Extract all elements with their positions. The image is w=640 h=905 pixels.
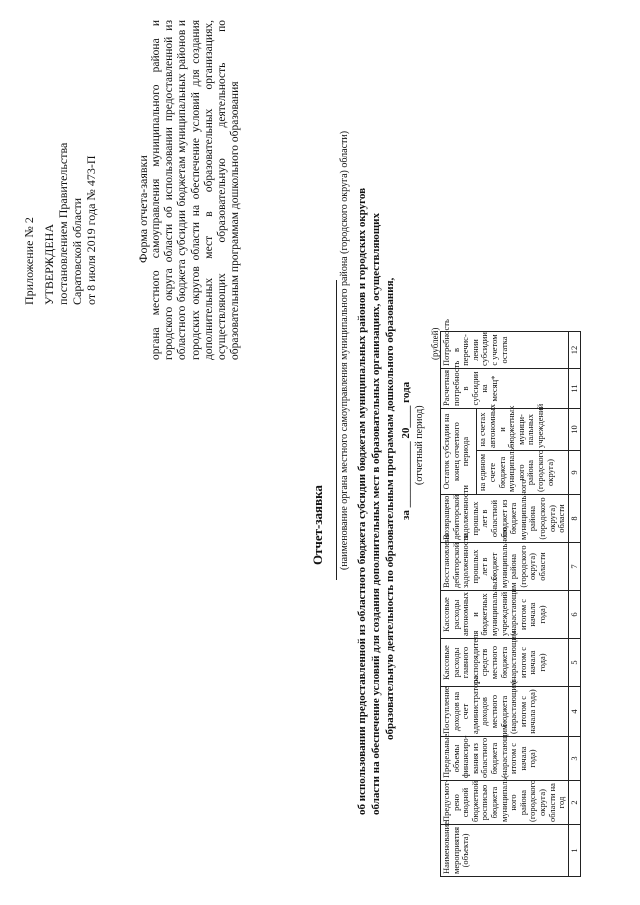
column-number: 1 — [568, 825, 580, 877]
header-cell: Кассовые расходы главного распорядителя средств местного бюджета (нарастающим итогом с начала года) — [441, 639, 569, 687]
column-number: 12 — [568, 332, 580, 369]
period-line: за ____________ 20____ года — [400, 381, 412, 520]
column-number: 9 — [568, 451, 580, 495]
approved-line-3: от 8 июля 2019 года № 473-П — [84, 155, 98, 305]
column-number: 5 — [568, 639, 580, 687]
approved-line-2: Саратовской области — [70, 197, 84, 305]
column-number: 11 — [568, 369, 580, 409]
org-name-caption: (наименование органа местного самоуправления муниципального района (городского округа) области) — [339, 130, 350, 570]
subtitle-line-1: об использовании предоставленной из областного бюджета субсидии бюджетам муниципальных районов и городских округов — [356, 187, 368, 815]
table-header-row — [441, 332, 477, 877]
header-cell: Остаток субсидии на конец отчетного периода — [441, 409, 477, 495]
header-cell: Предельные объемы финансиро-вания из областного бюджета (нарастающим итогом с начала года) — [441, 737, 569, 781]
header-cell: Предусмот-рено сводной бюджетной росписью бюджета муниципаль-ного района (городского округа) области на год — [441, 781, 569, 825]
column-number: 8 — [568, 495, 580, 543]
header-cell: Наименование мероприятия (объекта) — [441, 825, 569, 877]
form-description: органа местного самоуправления муниципального района и городского округа области об использовании предоставленной из областного бюджета субсидии бюджетам муниципальных районов и городских округов области на обеспечение условий для создания дополнительных мест в образовательных организациях, осуществляющих образовательную деятельность по образовательным программам дошкольного образования — [150, 20, 242, 360]
header-cell: Поступление доходов на счет администратора доходов местного бюджета (нарастающим итогом с начала года) — [441, 687, 569, 737]
column-number: 4 — [568, 687, 580, 737]
header-cell: Возвращено дебиторской задолженности прошлых лет в областной бюджет из бюджета муниципального района (городского округа) области — [441, 495, 569, 543]
subtitle-line-2: области на обеспечение условий для создания дополнительных мест в образовательных организациях, осуществляющих — [370, 213, 382, 815]
header-cell: Расчетная потребность в субсидии на месяц* — [441, 369, 569, 409]
report-table — [440, 319, 581, 877]
approved-label: УТВЕРЖДЕНА — [42, 223, 56, 305]
subheader-cell: на счетах автономных и бюджетных муници-пальных учреждений — [477, 409, 568, 451]
column-number: 3 — [568, 737, 580, 781]
period-caption: (отчетный период) — [414, 405, 425, 485]
column-number: 6 — [568, 591, 580, 639]
header-cell: Восстановлено дебиторской задолженности прошлых лет в бюджет муниципального района (городского округа) области — [441, 543, 569, 591]
approved-line-1: постановлением Правительства — [56, 142, 70, 305]
form-title: Форма отчета-заявки — [136, 155, 150, 263]
units-label: (рублей) — [430, 327, 440, 360]
header-cell: Потребность в перечис-лении субсидии с учетом остатка — [441, 332, 569, 369]
table-number-row — [568, 332, 580, 877]
subtitle-line-3: образовательную деятельность по образовательным программам дошкольного образования, — [384, 277, 396, 740]
org-name-line — [336, 280, 337, 580]
header-cell: Кассовые расходы автономных и бюджетных муниципальных учреждений (нарастающим итогом с начала года) — [441, 591, 569, 639]
document-title: Отчет-заявка — [310, 485, 325, 565]
appendix-label: Приложение № 2 — [22, 217, 36, 305]
subheader-cell: на едином счете бюджета муниципаль-ного района (городского округа) — [477, 451, 568, 495]
column-number: 2 — [568, 781, 580, 825]
column-number: 10 — [568, 409, 580, 451]
column-number: 7 — [568, 543, 580, 591]
